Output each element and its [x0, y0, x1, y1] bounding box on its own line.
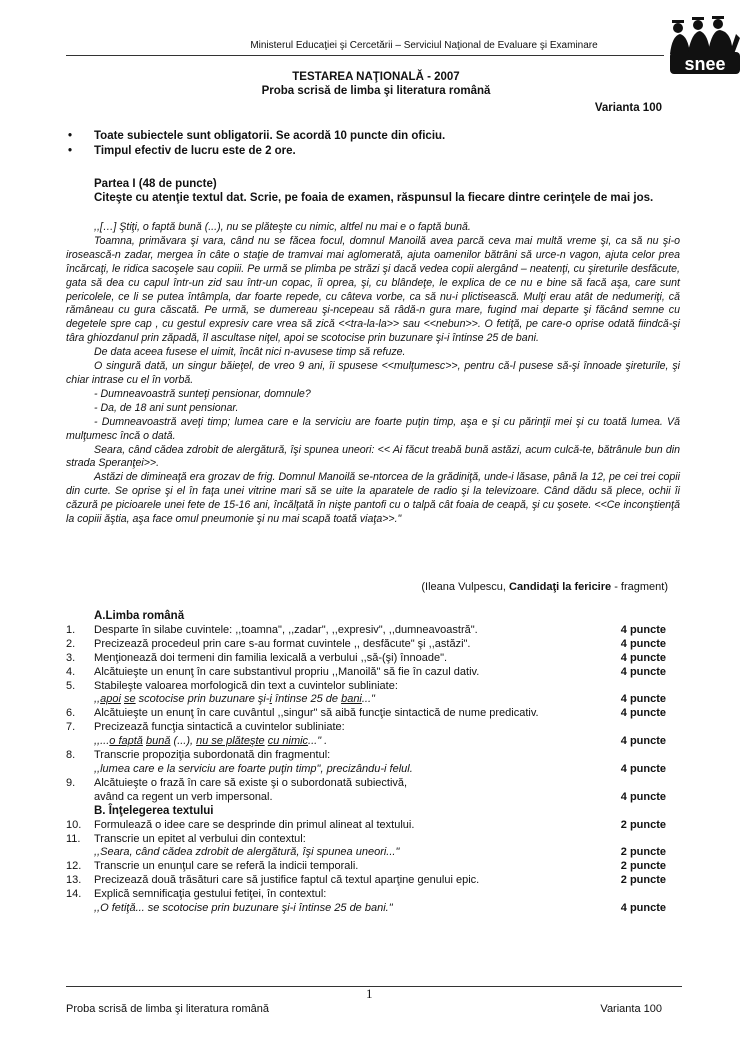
question-number: 4. [66, 665, 76, 678]
text-paragraph: ,,[…] Ştiţi, o faptă bună (...), nu se plăteşte cu nimic, altfel nu mai e o faptă bună. [94, 221, 471, 233]
question-text: Precizează procedeul prin care s-au format cuvintele ,, desfăcute" şi ,,astăzi". [94, 637, 471, 650]
question-number: 5. [66, 679, 76, 692]
question-item [66, 749, 666, 763]
question-item [66, 874, 666, 888]
question-points: 2 puncte [620, 860, 666, 873]
header-institution: Ministerul Educaţiei şi Cercetării – Serviciul Naţional de Evaluare şi Examinare [250, 40, 598, 51]
question-text: Transcrie un epitet al verbului din contextul: [94, 832, 306, 845]
header-divider [66, 55, 664, 56]
text-paragraph: O singură dată, un singur băieţel, de vreo 9 ani, îi spusese <<mulţumesc>>, pentru că-l pusese să-şi înnoade şireturile, şi chiar intrase cu el în vorbă. [66, 360, 680, 386]
question-item [66, 624, 666, 638]
question-number: 13. [66, 874, 82, 887]
question-points: 2 puncte [620, 846, 666, 859]
question-item [66, 707, 666, 721]
question-item [66, 833, 666, 847]
footer-divider [66, 986, 682, 987]
logo-text: snee [684, 54, 726, 74]
footer-variant: Varianta 100 [600, 1003, 662, 1015]
part-one-title: Partea I (48 de puncte) [94, 178, 217, 190]
question-text: Stabileşte valoarea morfologică din text a cuvintelor subliniate: [94, 679, 398, 692]
question-number: 3. [66, 651, 76, 664]
question-item [66, 652, 666, 666]
question-points: 4 puncte [620, 651, 666, 664]
question-text: Menţionează doi termeni din familia lexicală a verbului ,,să-(şi) înnoade". [94, 651, 448, 664]
underlined-word: i [269, 693, 272, 706]
rule-item: • Timpul efectiv de lucru este de 2 ore. [66, 144, 686, 159]
question-text: Alcătuieşte un enunţ în care substantivul propriu ,,Manoilă" să fie în cazul dativ. [94, 665, 480, 678]
rules-list [66, 129, 686, 159]
text-paragraph: Toamna, primăvara şi vara, când nu se făcea focul, domnul Manoilă avea parcă ceva mai multă vreme şi, ca să nu şi-o irosească-n zadar, mergea în câte o staţie de tramvai mai aglomerată, ajuta oamenilor bătrâni să urce-n vagon, ajuta celor prea încărcaţi, le ridica sacoşele sau copiii. Pe urmă se plimba pe străzi şi dacă vedea copii alergând – neatenţi, cu şireturile desfăcute, gata să dea cu capul într-un zid sau într-un copac, îi oprea, şi, cu blândeţe, le explica de ce nu e bine să facă aşa, care sunt pericolele, ce li se putea întâmpla, dar foarte repede, cu câteva vorbe, ca să nu-i plictisească. Mulţi erau atât de nedumeriţi, că rămâneau cu gura căscată. Pe urmă, se dumereau şi-ncepeau să râdă-n gura mare, fugind mai departe şi făcând semne cu degetele spre cap , cu gestul expresiv care vrea să zică <<tra-la-la>> sau <<nebun>>. O fetiţă, pe care-o oprise odată fiindcă-şi târa ghiozdanul prin zăpadă, îl ascultase niţel, apoi se scotocise prin buzunare şi-i întinse 25 de bani. [66, 234, 680, 345]
question-points: 4 puncte [620, 693, 666, 706]
question-number: 14. [66, 888, 82, 901]
underlined-word: cu nimic [267, 735, 309, 748]
section-a-title: A.Limba română [94, 610, 185, 622]
snee-logo [664, 14, 744, 76]
question-number: 6. [66, 707, 76, 720]
source-suffix: - fragment) [611, 581, 668, 593]
question-points: 4 puncte [620, 665, 666, 678]
underlined-word: apoi [100, 693, 121, 706]
underlined-word: bună [145, 735, 171, 748]
literary-text [66, 221, 680, 527]
question-number: 2. [66, 637, 76, 650]
title-block [66, 70, 686, 98]
part-one-instruction: Citeşte cu atenţie textul dat. Scrie, pe foaia de examen, răspunsul la fiecare dintre cerinţele de mai jos. [94, 192, 654, 204]
question-points: 2 puncte [620, 818, 666, 831]
question-context: ,,...o faptă bună (...), nu se plăteşte cu nimic..." . 4 puncte [94, 735, 666, 748]
question-context: ,,lumea care e la serviciu are foarte puţin timp", precizându-i felul. 4 puncte [94, 762, 666, 775]
question-text: Explică semnificaţia gestului fetiţei, în contextul: [94, 888, 327, 901]
part-one-header [66, 177, 686, 205]
question-item [66, 666, 666, 680]
question-points: 4 puncte [620, 735, 666, 748]
question-item [66, 777, 666, 791]
underlined-word: o faptă [109, 735, 143, 748]
source-work: Candidaţi la fericire [509, 581, 612, 593]
question-number: 8. [66, 749, 76, 762]
question-text: Precizează funcţia sintactică a cuvintelor subliniate: [94, 721, 345, 734]
underlined-word: se [123, 693, 136, 706]
question-points: 4 puncte [620, 902, 666, 915]
question-context: ,,O fetiţă... se scotocise prin buzunare şi-i întinse 25 de bani." 4 puncte [94, 902, 666, 915]
question-context: ,,Seara, când cădea zdrobit de alergătură, îşi spunea uneori..." 2 puncte [94, 846, 666, 859]
section-b-title: B. Înţelegerea textului [94, 804, 214, 817]
question-text: Desparte în silabe cuvintele: ,,toamna", ,,zadar", ,,expresiv", ,,dumneavoastră". [94, 623, 478, 636]
question-item [66, 721, 666, 735]
question-context: ,,apoi se scotocise prin buzunare şi-i întinse 25 de bani..." 4 puncte [94, 693, 666, 706]
question-text: Alcătuieşte un enunţ în care cuvântul ,,singur" să aibă funcţie sintactică de nume predicativ. [94, 707, 539, 720]
source-prefix: (Ileana Vulpescu, [421, 581, 510, 593]
question-number: 9. [66, 776, 76, 789]
question-item [66, 680, 666, 694]
question-number: 10. [66, 818, 82, 831]
question-item [66, 888, 666, 902]
question-number: 12. [66, 860, 82, 873]
questions [66, 610, 666, 916]
text-paragraph: - Da, de 18 ani sunt pensionar. [94, 401, 239, 414]
question-text: Transcrie propoziţia subordonată din fragmentul: [94, 749, 331, 762]
question-points: 4 puncte [620, 637, 666, 650]
question-points: 4 puncte [620, 762, 666, 775]
text-source [421, 581, 668, 593]
text-paragraph: Seara, când cădea zdrobit de alergătură, îşi spunea uneori: << Ai făcut treabă bună astăzi, acum culcă-te, bătrânule bun din strada Speranţei>>. [66, 443, 680, 470]
exam-subtitle: Proba scrisă de limba şi literatura română [261, 85, 491, 97]
question-number: 11. [66, 832, 81, 845]
underlined-word: nu se plăteşte [196, 735, 265, 748]
question-text: Transcrie un enunţul care se referă la indicii temporali. [94, 860, 359, 873]
question-points: 4 puncte [620, 790, 666, 803]
question-number: 7. [66, 721, 76, 734]
question-context: având ca regent un verb impersonal. 4 puncte [94, 790, 666, 803]
question-number: 1. [66, 623, 76, 636]
footer-exam-name: Proba scrisă de limba şi literatura română [66, 1003, 269, 1015]
question-points: 2 puncte [620, 874, 666, 887]
exam-title: TESTAREA NAŢIONALĂ - 2007 [292, 71, 460, 83]
variant-label: Varianta 100 [594, 102, 662, 114]
text-paragraph: - Dumneavoastră sunteţi pensionar, domnule? [94, 387, 311, 400]
rule-item: • Toate subiectele sunt obligatorii. Se acordă 10 puncte din oficiu. [66, 129, 686, 144]
underlined-word: bani [341, 693, 362, 706]
question-text: Formulează o idee care se desprinde din primul alineat al textului. [94, 818, 415, 831]
question-item [66, 819, 666, 833]
text-paragraph: De data aceea fusese el uimit, încât nici n-avusese timp să refuze. [94, 346, 406, 359]
question-points: 4 puncte [620, 623, 666, 636]
question-item [66, 638, 666, 652]
text-paragraph: - Dumneavoastră aveţi timp; lumea care e la serviciu are foarte puţin timp, aşa e şi cu părinţii mei şi cu toată lumea. Vă mulţumesc încă o dată. [66, 415, 680, 442]
page-number: 1 [366, 986, 373, 1001]
question-points: 4 puncte [620, 707, 666, 720]
text-paragraph: Astăzi de dimineaţă era grozav de frig. Domnul Manoilă se-ntorcea de la grădiniţă, unde-i lăsase, până la 12, pe cei trei copii din curte. Se oprise şi el în faţa unei vitrine mari să se uite la aparatele de radio şi la televizoare. Când dădu să plece, ochii îi căzură pe picioarele unei fete de 15-16 ani, încălţată în nişte pantofi cu o talpă cât foaia de ceapă, şi cu şosete. <<Ce inconştienţă la copiii ăştia, aşa face omul pneumonie şi nu mai scapă toată viaţa>>." [66, 471, 680, 526]
question-item [66, 860, 666, 874]
question-text: Alcătuieşte o frază în care să existe şi o subordonată subiectivă, [94, 776, 408, 789]
question-text: Precizează două trăsături care să justifice faptul că textul aparţine genului epic. [94, 874, 480, 887]
